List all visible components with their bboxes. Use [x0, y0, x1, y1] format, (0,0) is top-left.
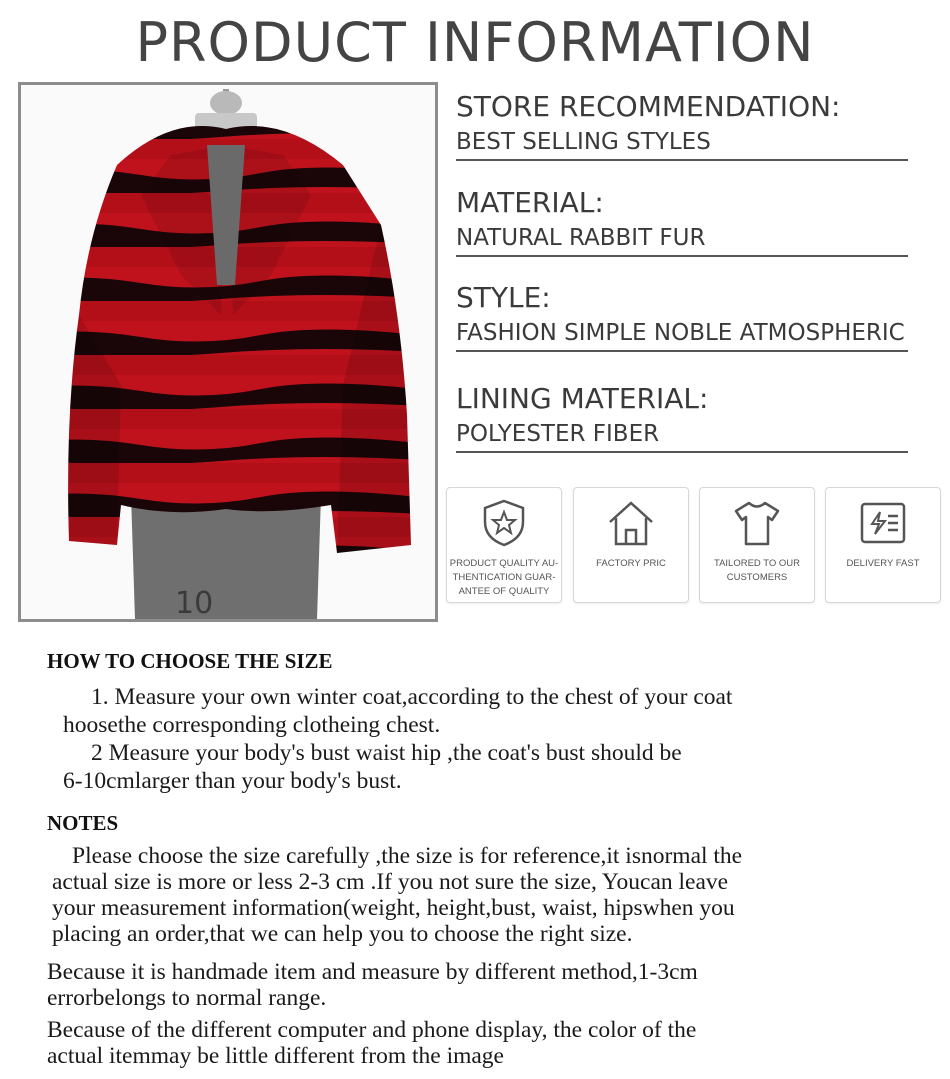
- notes-line: errorbelongs to normal range.: [47, 985, 327, 1011]
- notes-line: your measurement information(weight, height,bust, waist, hipswhen you: [52, 895, 735, 921]
- tshirt-icon: [732, 498, 782, 548]
- feature-text-line: PRODUCT QUALITY AU-: [449, 558, 559, 569]
- spec-style: [456, 279, 908, 352]
- spec-store-recommendation: [456, 88, 908, 161]
- product-photo: [18, 82, 438, 622]
- lightning-card-icon: [858, 498, 908, 548]
- spec-value: FASHION SIMPLE NOBLE ATMOSPHERIC: [456, 317, 908, 352]
- spec-value: NATURAL RABBIT FUR: [456, 222, 908, 257]
- notes-heading: NOTES: [47, 811, 119, 835]
- spec-label: STYLE:: [456, 281, 551, 314]
- feature-factory-price: [573, 487, 689, 603]
- feature-text-line: CUSTOMERS: [726, 572, 788, 583]
- shield-star-icon: [479, 498, 529, 548]
- notes-line: Please choose the size carefully ,the size is for reference,it isnormal the: [72, 843, 743, 869]
- notes-line: Because of the different computer and phone display, the color of the: [47, 1017, 697, 1043]
- feature-delivery: [825, 487, 941, 603]
- notes-line: placing an order,that we can help you to choose the right size.: [52, 921, 633, 947]
- feature-text-line: TAILORED TO OUR: [713, 558, 801, 569]
- feature-tailored: [699, 487, 815, 603]
- page-title: PRODUCT INFORMATION: [135, 11, 815, 74]
- house-icon: [606, 498, 656, 548]
- feature-text-line: ANTEE OF QUALITY: [458, 586, 550, 597]
- size-guide-line: hoosethe corresponding clotheing chest.: [63, 712, 441, 738]
- notes-line: Because it is handmade item and measure by different method,1-3cm: [47, 959, 698, 985]
- notes-line: actual size is more or less 2-3 cm .If you not sure the size, Youcan leave: [52, 869, 729, 895]
- mannequin-tag: 10: [175, 586, 214, 619]
- spec-label: LINING MATERIAL:: [456, 382, 709, 415]
- size-guide-line: 6-10cmlarger than your body's bust.: [63, 768, 402, 794]
- spec-value: BEST SELLING STYLES: [456, 126, 908, 161]
- size-guide-line: 1. Measure your own winter coat,according to the chest of your coat: [91, 684, 733, 710]
- spec-value: POLYESTER FIBER: [456, 418, 908, 453]
- spec-label: STORE RECOMMENDATION:: [456, 90, 841, 123]
- feature-text-line: FACTORY PRIC: [596, 558, 666, 569]
- size-guide-line: 2 Measure your body's bust waist hip ,the coat's bust should be: [91, 740, 682, 766]
- notes-line: actual itemmay be little different from the image: [47, 1043, 504, 1069]
- feature-text-line: DELIVERY FAST: [846, 558, 920, 569]
- spec-label: MATERIAL:: [456, 186, 604, 219]
- feature-text-line: THENTICATION GUAR-: [452, 572, 556, 583]
- feature-quality: [446, 487, 562, 603]
- spec-material: [456, 184, 908, 257]
- size-guide-heading: HOW TO CHOOSE THE SIZE: [47, 649, 333, 673]
- spec-lining-material: [456, 380, 908, 453]
